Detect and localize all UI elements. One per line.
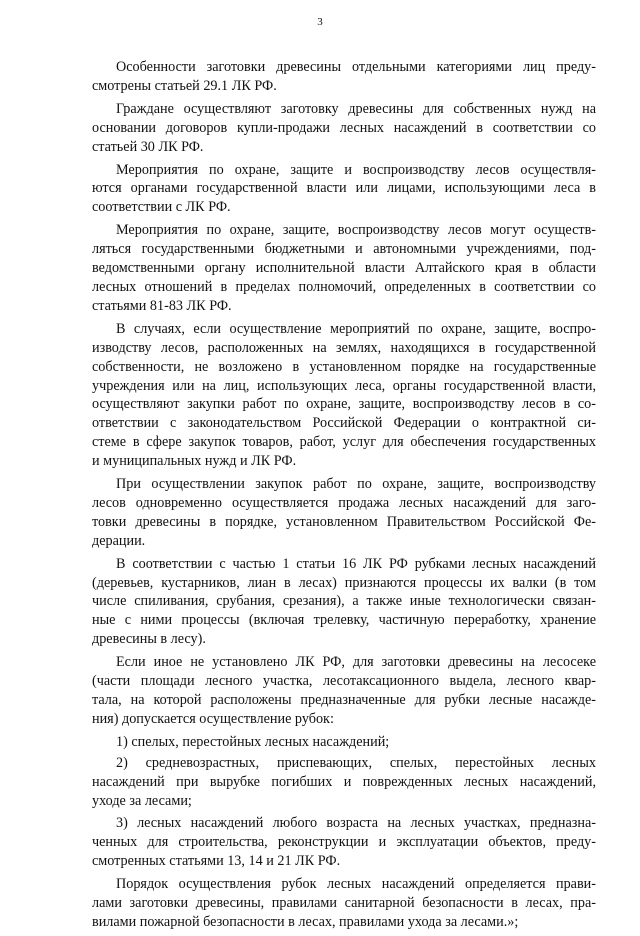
text-line: ются органами государственной власти или лицами, использующими леса в bbox=[92, 180, 596, 197]
text-line: смотрены статьей 29.1 ЛК РФ. bbox=[92, 77, 277, 94]
text-line: лесных отношений в пределах полномочий, определенных в соответствии со bbox=[92, 278, 596, 295]
text-line: ния) допускается осуществление рубок: bbox=[92, 710, 334, 727]
paragraph-9 bbox=[92, 875, 596, 932]
page-number: 3 bbox=[317, 16, 323, 28]
text-line: ченных для строительства, реконструкции и эксплуатации объектов, преду- bbox=[92, 834, 596, 851]
text-line: и муниципальных нужд и ЛК РФ. bbox=[92, 453, 297, 470]
text-line: статьей 30 ЛК РФ. bbox=[92, 138, 204, 155]
text-line: товки древесины в порядке, установленном Правительством Российской Фе- bbox=[92, 513, 596, 530]
text-line: 3) лесных насаждений любого возраста на лесных участках, предназна- bbox=[116, 815, 596, 832]
text-line: В соответствии с частью 1 статьи 16 ЛК РФ рубками лесных насаждений bbox=[116, 555, 596, 572]
text-line: насаждений при вырубке погибших и поврежденных лесных насаждений, bbox=[92, 773, 596, 790]
text-line: уходе за лесами; bbox=[92, 792, 192, 809]
text-line: основании договоров купли-продажи лесных насаждений в соответствии со bbox=[92, 119, 596, 136]
text-line: лами заготовки древесины, правилами санитарной безопасности в лесах, пра- bbox=[92, 895, 596, 912]
list-item-2 bbox=[92, 754, 596, 811]
text-line: Мероприятия по охране, защите, воспроизводству лесов могут осуществ- bbox=[116, 222, 596, 239]
text-line: Порядок осуществления рубок лесных насаждений определяется прави- bbox=[116, 876, 596, 893]
text-line: Мероприятия по охране, защите и воспроизводству лесов осуществля- bbox=[116, 161, 596, 178]
text-line: (части площади лесного участка, лесотаксационного выдела, лесного квар- bbox=[92, 673, 596, 690]
paragraph-8 bbox=[92, 653, 596, 729]
list-item-1 bbox=[116, 733, 596, 752]
paragraph-3 bbox=[92, 161, 596, 218]
paragraph-1 bbox=[92, 58, 596, 96]
paragraph-5 bbox=[92, 320, 596, 471]
text-line: осуществляют закупки работ по охране, защите, воспроизводству лесов в со- bbox=[92, 396, 596, 413]
text-line: соответствии с ЛК РФ. bbox=[92, 199, 231, 216]
text-line: тала, на которой расположены предназначенные для рубки лесные насажде- bbox=[92, 692, 596, 708]
paragraph-2 bbox=[92, 100, 596, 157]
text-line: ответствии с законодательством Российской Федерации о контрактной си- bbox=[92, 415, 596, 432]
text-line: собственности, не возложено в установленном порядке на государственные bbox=[92, 358, 596, 375]
text-line: При осуществлении закупок работ по охране, защите, воспроизводству bbox=[116, 476, 596, 493]
text-line: смотренных статьями 13, 14 и 21 ЛК РФ. bbox=[92, 853, 341, 870]
text-line: учреждения или на лиц, использующих леса, органы государственной власти, bbox=[92, 377, 596, 394]
text-line: 1) спелых, перестойных лесных насаждений; bbox=[116, 733, 390, 750]
text-line: вилами пожарной безопасности в лесах, правилами ухода за лесами.»; bbox=[92, 913, 519, 930]
text-line: древесины в лесу). bbox=[92, 631, 206, 648]
paragraph-4 bbox=[92, 221, 596, 316]
text-line: Если иное не установлено ЛК РФ, для заготовки древесины на лесосеке bbox=[116, 654, 596, 671]
paragraph-7 bbox=[92, 555, 596, 650]
text-line: (деревьев, кустарников, лиан в лесах) признаются процессы их валки (в том bbox=[92, 574, 596, 591]
text-line: статьями 81-83 ЛК РФ. bbox=[92, 297, 232, 314]
list-item-3 bbox=[92, 814, 596, 871]
text-line: дерации. bbox=[92, 532, 146, 549]
document-body bbox=[92, 58, 596, 936]
text-line: числе спиливания, срубания, срезания), а также иные технологически связан- bbox=[92, 593, 596, 610]
text-line: лесов одновременно осуществляется продажа лесных насаждений для заго- bbox=[92, 494, 596, 511]
text-line: Граждане осуществляют заготовку древесины для собственных нужд на bbox=[116, 100, 596, 117]
text-line: ведомственными органу исполнительной власти Алтайского края в области bbox=[92, 260, 596, 277]
text-line: ляться государственными бюджетными и автономными учреждениями, под- bbox=[92, 241, 596, 258]
text-line: ные с ними процессы (включая трелевку, частичную переработку, хранение bbox=[92, 612, 596, 629]
text-line: 2) средневозрастных, приспевающих, спелых, перестойных лесных bbox=[116, 754, 596, 771]
paragraph-6 bbox=[92, 475, 596, 551]
text-line: В случаях, если осуществление мероприятий по охране, защите, воспро- bbox=[116, 320, 596, 337]
text-line: изводству лесов, расположенных на землях, находящихся в государственной bbox=[92, 339, 596, 356]
text-line: Особенности заготовки древесины отдельными категориями лиц преду- bbox=[116, 59, 596, 75]
text-line: стеме в сфере закупок товаров, работ, услуг для обеспечения государственных bbox=[92, 434, 596, 451]
